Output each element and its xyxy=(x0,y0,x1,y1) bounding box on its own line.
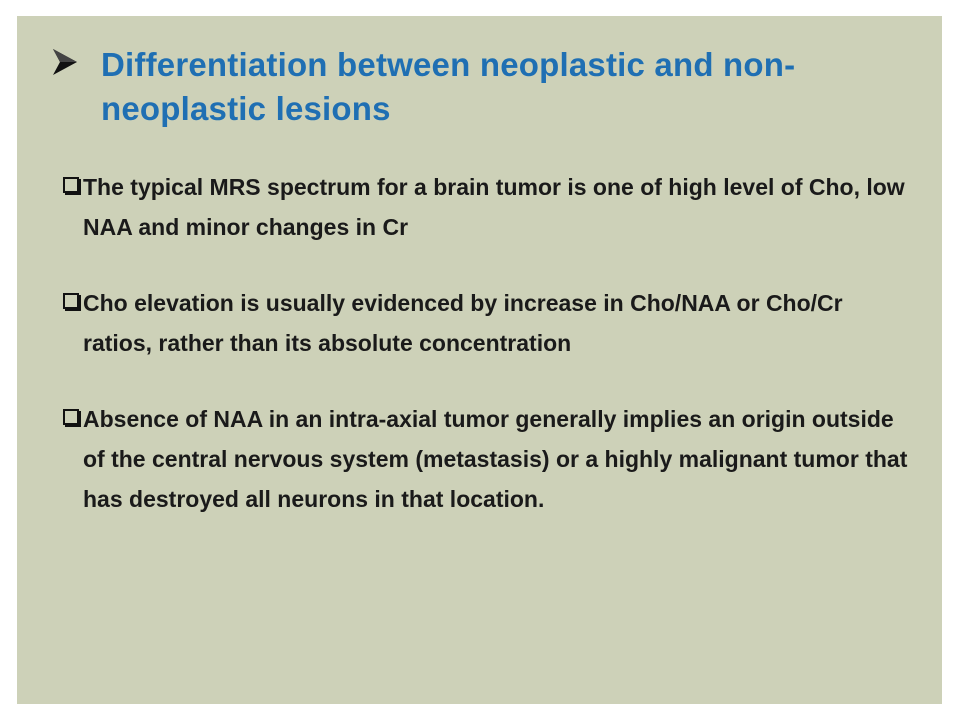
slide-title: Differentiation between neoplastic and non-neoplastic lesions xyxy=(101,46,796,127)
bullet-text: The typical MRS spectrum for a brain tumor is one of high level of Cho, low NAA and minor changes in Cr xyxy=(83,174,905,240)
slide-title-row xyxy=(51,43,921,131)
checkbox-bullet-icon xyxy=(63,409,79,425)
checkbox-bullet-icon xyxy=(63,293,79,309)
bullet-text: Absence of NAA in an intra-axial tumor generally implies an origin outside of the central nervous system (metastasis) or a highly malignant tumor that has destroyed all neurons in that location. xyxy=(83,406,908,512)
arrowhead-bullet-icon xyxy=(51,47,79,77)
bullet-item xyxy=(63,283,913,363)
bullet-list xyxy=(63,167,913,555)
checkbox-bullet-icon xyxy=(63,177,79,193)
bullet-item xyxy=(63,167,913,247)
bullet-item xyxy=(63,399,913,519)
bullet-text: Cho elevation is usually evidenced by increase in Cho/NAA or Cho/Cr ratios, rather than its absolute concentration xyxy=(83,290,843,356)
